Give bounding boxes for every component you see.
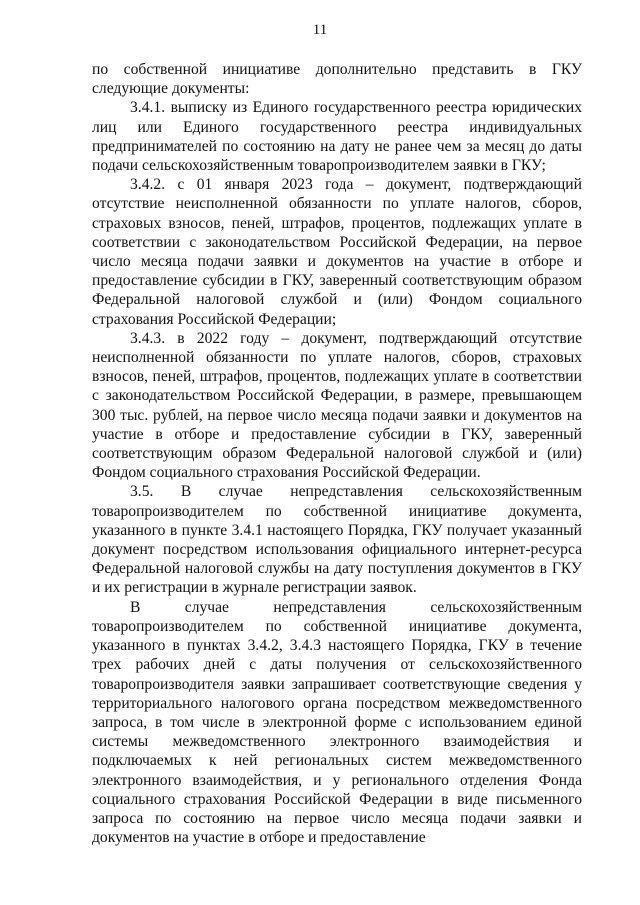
paragraph-3-5: 3.5. В случае непредставления сельскохозяйственным товаропроизводителем по собственной инициативе документа, указанного в пункте 3.4.1 настоящего Порядка, ГКУ получает указанный документ посредством использования официального интернет-ресурса Федеральной налоговой службы на дату поступления документов в ГКУ и их регистрации в журнале регистрации заявок. — [92, 483, 582, 597]
paragraph-3-5-continued: В случае непредставления сельскохозяйственным товаропроизводителем по собственной инициативе документа, указанного в пунктах 3.4.2, 3.4.3 настоящего Порядка, ГКУ в течение трех рабочих дней с даты получения от сельскохозяйственного товаропроизводителя заявки запрашивает соответствующие сведения у территориального налогового органа посредством межведомственного запроса, в том числе в электронной форме с использованием единой системы межведомственного электронного взаимодействия и подключаемых к ней региональных систем межведомственного электронного взаимодействия, и у регионального отделения Фонда социального страхования Российской Федерации в виде письменного запроса по состоянию на первое число месяца подачи заявки и документов на участие в отборе и предоставление — [92, 598, 582, 847]
paragraph-3-4-3: 3.4.3. в 2022 году – документ, подтверждающий отсутствие неисполненной обязанности по уплате налогов, сборов, страховых взносов, пеней, штрафов, процентов, подлежащих уплате в соответствии с законодательством Российской Федерации, в размере, превышающем 300 тыс. рублей, на первое число месяца подачи заявки и документов на участие в отборе и предоставление субсидии в ГКУ, заверенный соответствующим образом Федеральной налоговой службой и (или) Фондом социального страхования Российской Федерации. — [92, 329, 582, 482]
paragraph-intro: по собственной инициативе дополнительно представить в ГКУ следующие документы: — [92, 61, 582, 98]
document-body — [92, 60, 582, 847]
paragraph-3-4-2: 3.4.2. с 01 января 2023 года – документ, подтверждающий отсутствие неисполненной обязанности по уплате налогов, сборов, страховых взносов, пеней, штрафов, процентов, подлежащих уплате в соответствии с законодательством Российской Федерации, на первое число месяца подачи заявки и документов на участие в отборе и предоставление субсидии в ГКУ, заверенный соответствующим образом Федеральной налоговой службой и (или) Фондом социального страхования Российской Федерации; — [92, 176, 582, 328]
paragraph-3-4-1: 3.4.1. выписку из Единого государственного реестра юридических лиц или Единого государственного реестра индивидуальных предпринимателей по состоянию на дату не ранее чем за месяц до даты подачи сельскохозяйственным товаропроизводителем заявки в ГКУ; — [92, 99, 582, 175]
page-number: 11 — [312, 22, 328, 38]
